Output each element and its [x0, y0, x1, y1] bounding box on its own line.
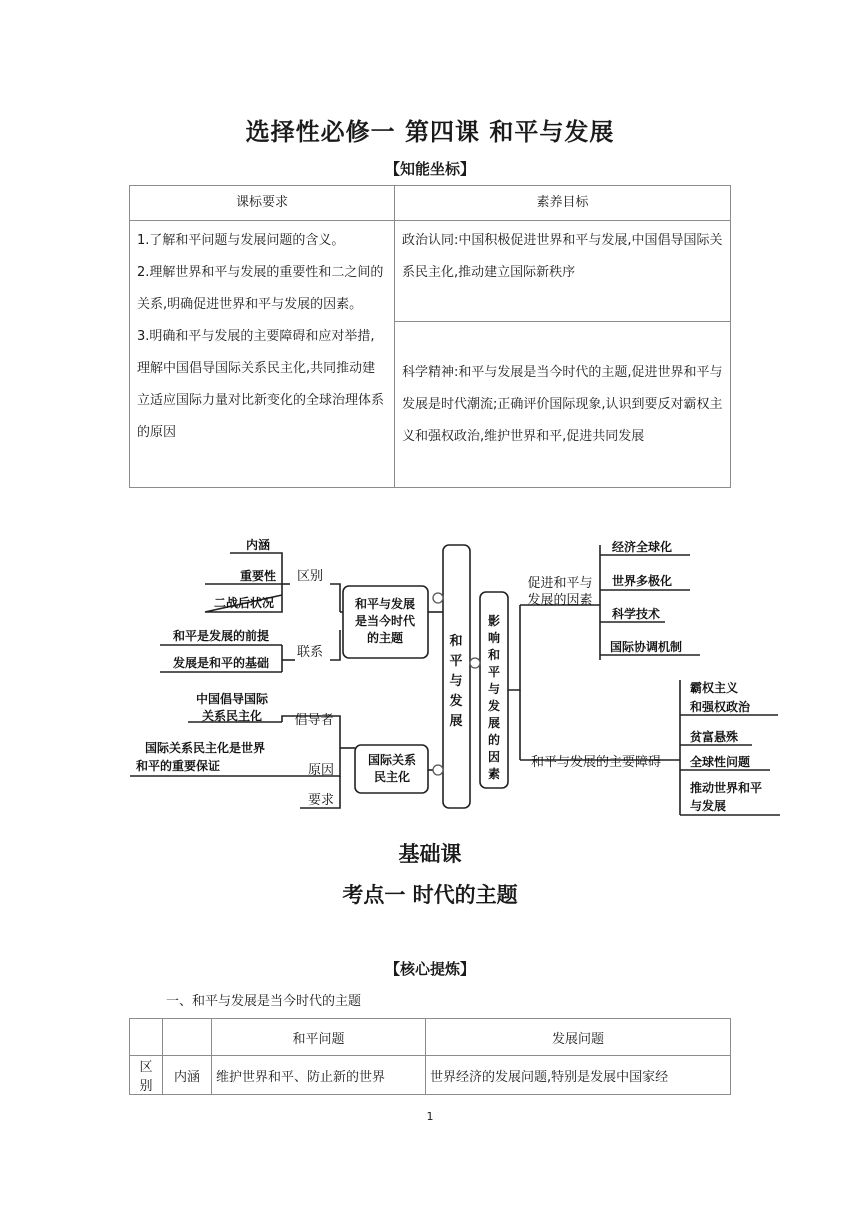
requirement-1: 1.了解和平问题与发展问题的含义。: [137, 233, 345, 248]
svg-text:发: 发: [449, 694, 463, 709]
mm-promote-2: 发展的因素: [527, 593, 593, 608]
svg-text:平: 平: [449, 654, 463, 669]
mm-difference: 区别: [296, 569, 324, 584]
svg-text:展: 展: [449, 714, 463, 729]
mm-multipolarity: 世界多极化: [612, 574, 673, 588]
mm-china-advocates-1: 中国倡导国际: [195, 692, 269, 706]
mm-reason-text-1: 国际关系民主化是世界: [144, 741, 266, 755]
paragraph-era-topic: 一、和平与发展是当今时代的主题: [166, 994, 362, 1009]
header-peace: 和平问题: [212, 1019, 426, 1056]
mm-topic-era-1: 和平与发展: [354, 597, 416, 611]
mm-hegemony-2: 和强权政治: [690, 700, 751, 714]
svg-text:素: 素: [487, 767, 501, 781]
mm-democracy-1: 国际关系: [367, 753, 417, 767]
mm-push-peace-1: 推动世界和平: [690, 781, 763, 795]
mm-reason: 原因: [307, 763, 335, 778]
row-label-connotation: 内涵: [163, 1056, 212, 1095]
svg-text:平: 平: [487, 665, 501, 679]
page-number: 1: [426, 1110, 434, 1123]
svg-text:影: 影: [487, 614, 501, 628]
mm-china-advocates-2: 关系民主化: [201, 709, 263, 723]
mm-peace-premise: 和平是发展的前提: [172, 629, 270, 643]
row-label-difference: 区别: [130, 1056, 163, 1095]
svg-text:的: 的: [487, 733, 501, 747]
svg-text:与: 与: [487, 682, 501, 696]
mm-topic-era-3: 的主题: [366, 631, 404, 645]
mm-obstacles: 和平与发展的主要障碍: [530, 755, 662, 770]
mm-push-peace-2: 与发展: [690, 799, 727, 813]
goal-science: 科学精神:和平与发展是当今时代的主题,促进世界和平与发展是时代潮流;正确评价国际现象,认识到要反对霸权主义和强权政治,维护世界和平,促进共同发展: [395, 322, 731, 488]
mm-reason-text-2: 和平的重要保证: [135, 759, 221, 773]
mm-promote-1: 促进和平与: [527, 576, 593, 591]
svg-text:与: 与: [449, 674, 463, 689]
peace-connotation: 维护世界和平、防止新的世界: [212, 1056, 426, 1095]
svg-text:发: 发: [487, 699, 501, 713]
mm-topic-era-2: 是当今时代: [354, 614, 416, 628]
mm-importance: 重要性: [239, 569, 277, 583]
mm-connotation: 内涵: [245, 538, 271, 552]
mm-global-issues: 全球性问题: [690, 755, 751, 769]
svg-text:因: 因: [487, 750, 501, 764]
header-requirements: 课标要求: [130, 186, 395, 221]
mm-hegemony-1: 霸权主义: [690, 681, 739, 695]
svg-text:响: 响: [487, 631, 501, 645]
svg-text:展: 展: [487, 716, 501, 730]
mm-connection: 联系: [296, 645, 324, 660]
svg-text:和: 和: [449, 634, 463, 649]
requirement-3: 3.明确和平与发展的主要障碍和应对举措,理解中国倡导国际关系民主化,共同推动建立适应国际力量对比新变化的全球治理体系的原因: [137, 329, 385, 440]
mm-intl-mechanism: 国际协调机制: [610, 640, 683, 654]
requirement-2: 2.理解世界和平与发展的重要性和二之间的关系,明确促进世界和平与发展的因素。: [137, 265, 384, 312]
mm-requirement: 要求: [307, 793, 335, 808]
dev-connotation: 世界经济的发展问题,特别是发展中国家经: [426, 1056, 731, 1095]
goal-political: 政治认同:中国积极促进世界和平与发展,中国倡导国际关系民主化,推动建立国际新秩序: [395, 221, 731, 322]
mm-poverty-gap: 贫富悬殊: [690, 730, 739, 744]
mm-economic-globalization: 经济全球化: [612, 540, 673, 554]
section-heading-zhineng: 【知能坐标】: [384, 160, 475, 178]
page-title: 选择性必修一 第四课 和平与发展: [245, 118, 615, 146]
header-development: 发展问题: [426, 1019, 731, 1056]
section-heading-hexin: 【核心提炼】: [384, 960, 475, 978]
kaodian-heading: 考点一 时代的主题: [342, 883, 518, 907]
mm-science-tech: 科学技术: [612, 607, 661, 621]
basic-lesson-heading: 基础课: [398, 842, 462, 866]
svg-text:和: 和: [487, 648, 501, 662]
peace-development-table: [129, 1018, 731, 1095]
mm-democracy-2: 民主化: [373, 770, 411, 784]
mm-postwar: 二战后状况: [213, 596, 275, 610]
mm-advocate: 倡导者: [294, 713, 334, 728]
mm-dev-basis: 发展是和平的基础: [172, 656, 270, 670]
header-goals: 素养目标: [395, 186, 731, 221]
